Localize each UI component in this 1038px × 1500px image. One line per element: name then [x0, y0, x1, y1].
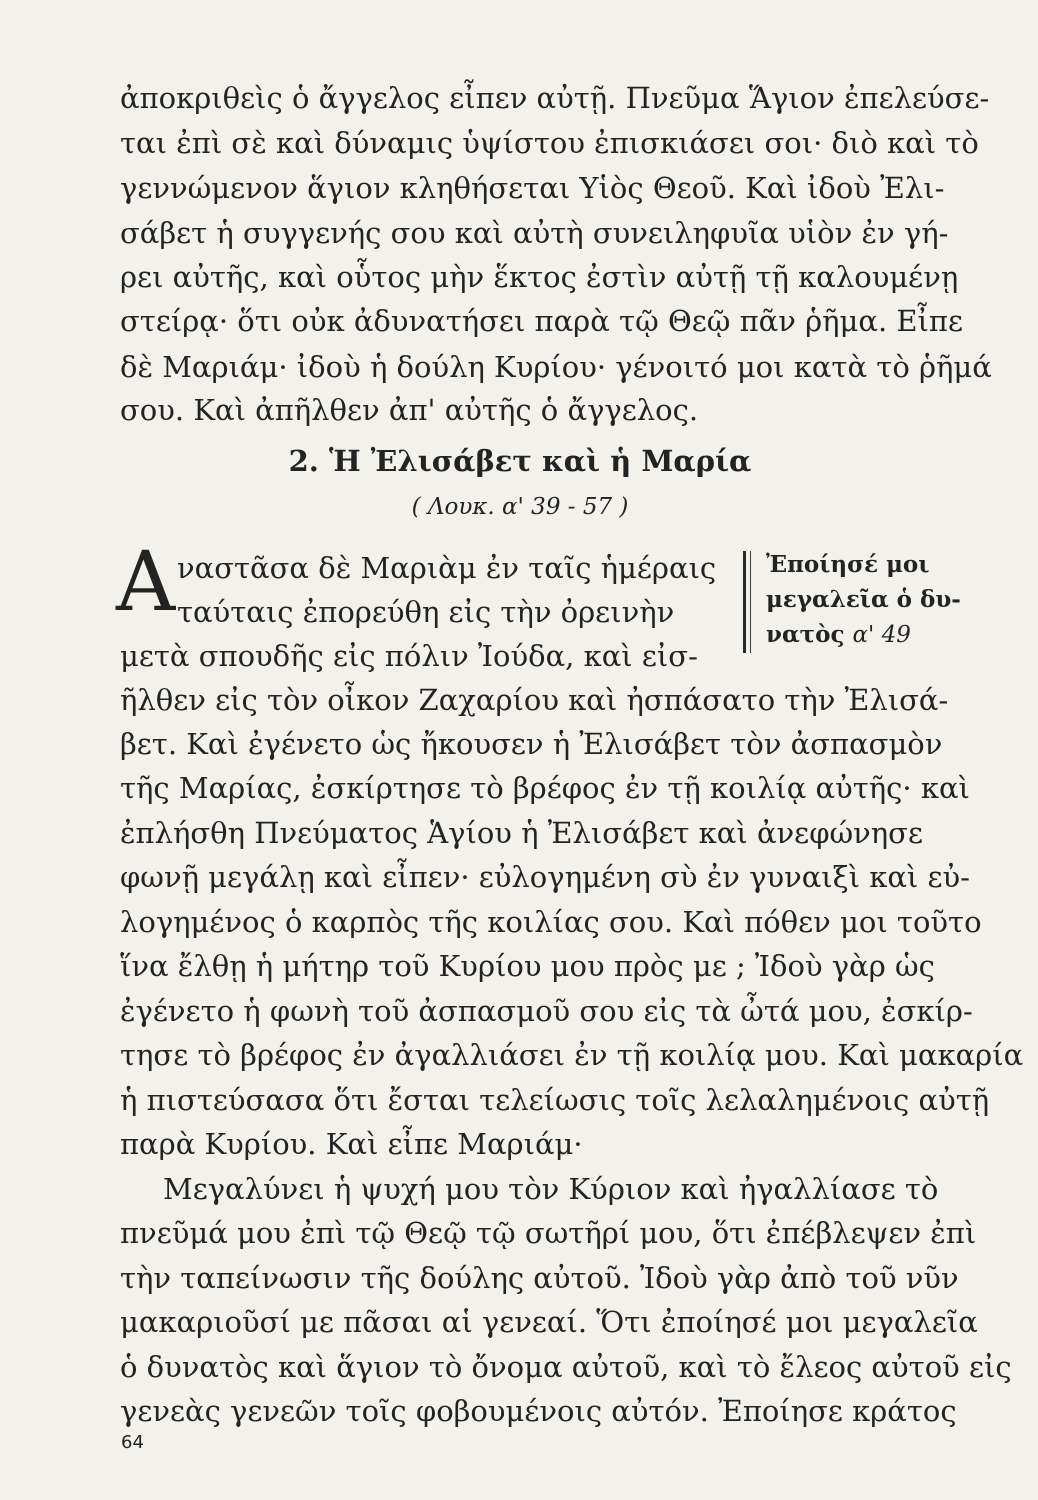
text-line: τὴν ταπείνωσιν τῆς δούλης αὐτοῦ. Ἰδοὺ γὰρ ἀπὸ τοῦ νῦν: [120, 1261, 959, 1295]
text-line: ται ἐπὶ σὲ καὶ δύναμις ὑψίστου ἐπισκιάσει σοι· διὸ καὶ τὸ: [120, 126, 979, 160]
side-note: [766, 547, 986, 653]
text-line: γεννώμενον ἅγιον κληθήσεται Υἱὸς Θεοῦ. Καὶ ἰδοὺ Ἐλι-: [120, 171, 945, 205]
text-line: ναστᾶσα δὲ Μαριὰμ ἐν ταῖς ἡμέραις: [177, 551, 717, 585]
text-line: φωνῇ μεγάλῃ καὶ εἶπεν· εὐλογημένη σὺ ἐν γυναιξὶ καὶ εὐ-: [120, 860, 970, 894]
text-line: σου. Καὶ ἀπῆλθεν ἀπ' αὐτῆς ὁ ἄγγελος.: [120, 393, 699, 427]
side-note-line: μεγαλεῖα ὁ δυ-: [766, 586, 961, 613]
side-note-rule: [750, 551, 751, 653]
side-note-line-text: νατὸς: [766, 621, 845, 648]
text-line: λογημένος ὁ καρπὸς τῆς κοιλίας σου. Καὶ πόθεν μοι τοῦτο: [120, 905, 982, 939]
text-line: ταύταις ἐπορεύθη εἰς τὴν ὀρεινὴν: [177, 595, 675, 629]
text-line: ρει αὐτῆς, καὶ οὗτος μὴν ἕκτος ἐστὶν αὐτῇ τῇ καλουμένῃ: [120, 260, 959, 294]
text-line: ἐγένετο ἡ φωνὴ τοῦ ἀσπασμοῦ σου εἰς τὰ ὦτά μου, ἐσκίρ-: [120, 994, 973, 1028]
text-line: ὁ δυνατὸς καὶ ἅγιον τὸ ὄνομα αὐτοῦ, καὶ τὸ ἔλεος αὐτοῦ εἰς: [120, 1350, 1012, 1384]
section-heading: 2. Ἡ Ἐλισάβετ καὶ ἡ Μαρία: [288, 444, 752, 478]
text-line: δὲ Μαριάμ· ἰδοὺ ἡ δούλη Κυρίου· γένοιτό μοι κατὰ τὸ ῥῆμά: [120, 350, 992, 384]
text-line: Μεγαλύνει ἡ ψυχή μου τὸν Κύριον καὶ ἠγαλλίασε τὸ: [163, 1172, 939, 1206]
text-line: ἀποκριθεὶς ὁ ἄγγελος εἶπεν αὐτῇ. Πνεῦμα Ἅγιον ἐπελεύσε-: [120, 81, 990, 115]
side-note-rule: [743, 551, 746, 653]
text-line: παρὰ Κυρίου. Καὶ εἶπε Μαριάμ·: [120, 1127, 583, 1161]
text-line: γενεὰς γενεῶν τοῖς φοβουμένοις αὐτόν. Ἐποίησε κράτος: [120, 1394, 957, 1428]
text-line: ἐπλήσθη Πνεύματος Ἁγίου ἡ Ἐλισάβετ καὶ ἀνεφώνησε: [120, 816, 923, 850]
text-line: πνεῦμά μου ἐπὶ τῷ Θεῷ τῷ σωτῆρί μου, ὅτι ἐπέβλεψεν ἐπὶ: [120, 1216, 977, 1250]
section-reference: ( Λουκ. α' 39 - 57 ): [411, 494, 629, 520]
side-note-line: [766, 617, 986, 653]
text-line: μετὰ σπουδῆς εἰς πόλιν Ἰούδα, καὶ εἰσ-: [120, 639, 698, 673]
text-line: τῆς Μαρίας, ἐσκίρτησε τὸ βρέφος ἐν τῇ κοιλίᾳ αὐτῆς· καὶ: [120, 771, 970, 805]
text-line: βετ. Καὶ ἐγένετο ὡς ἤκουσεν ἡ Ἐλισάβετ τὸν ἀσπασμὸν: [120, 727, 943, 761]
text-line: ἡ πιστεύσασα ὅτι ἔσται τελείωσις τοῖς λελαλημένοις αὐτῇ: [120, 1083, 990, 1117]
text-line: ῆλθεν εἰς τὸν οἶκον Ζαχαρίου καὶ ἠσπάσατο τὴν Ἐλισά-: [120, 683, 949, 717]
text-line: σάβετ ἡ συγγενής σου καὶ αὐτὴ συνειληφυῖα υἱὸν ἐν γή-: [120, 216, 949, 250]
page-number: 64: [121, 1432, 144, 1453]
text-line: μακαριοῦσί με πᾶσαι αἱ γενεαί. Ὅτι ἐποίησέ μοι μεγαλεῖα: [120, 1305, 978, 1339]
side-note-reference: α' 49: [852, 622, 911, 648]
text-line: ἵνα ἔλθῃ ἡ μήτηρ τοῦ Κυρίου μου πρὸς με ; Ἰδοὺ γὰρ ὡς: [120, 949, 935, 983]
text-line: στείρᾳ· ὅτι οὐκ ἀδυνατήσει παρὰ τῷ Θεῷ πᾶν ῥῆμα. Εἶπε: [120, 304, 964, 338]
drop-cap: Α: [116, 535, 176, 630]
side-note-line: Ἐποίησέ μοι: [766, 551, 930, 578]
text-line: τησε τὸ βρέφος ἐν ἀγαλλιάσει ἐν τῇ κοιλίᾳ μου. Καὶ μακαρία: [120, 1038, 1024, 1072]
